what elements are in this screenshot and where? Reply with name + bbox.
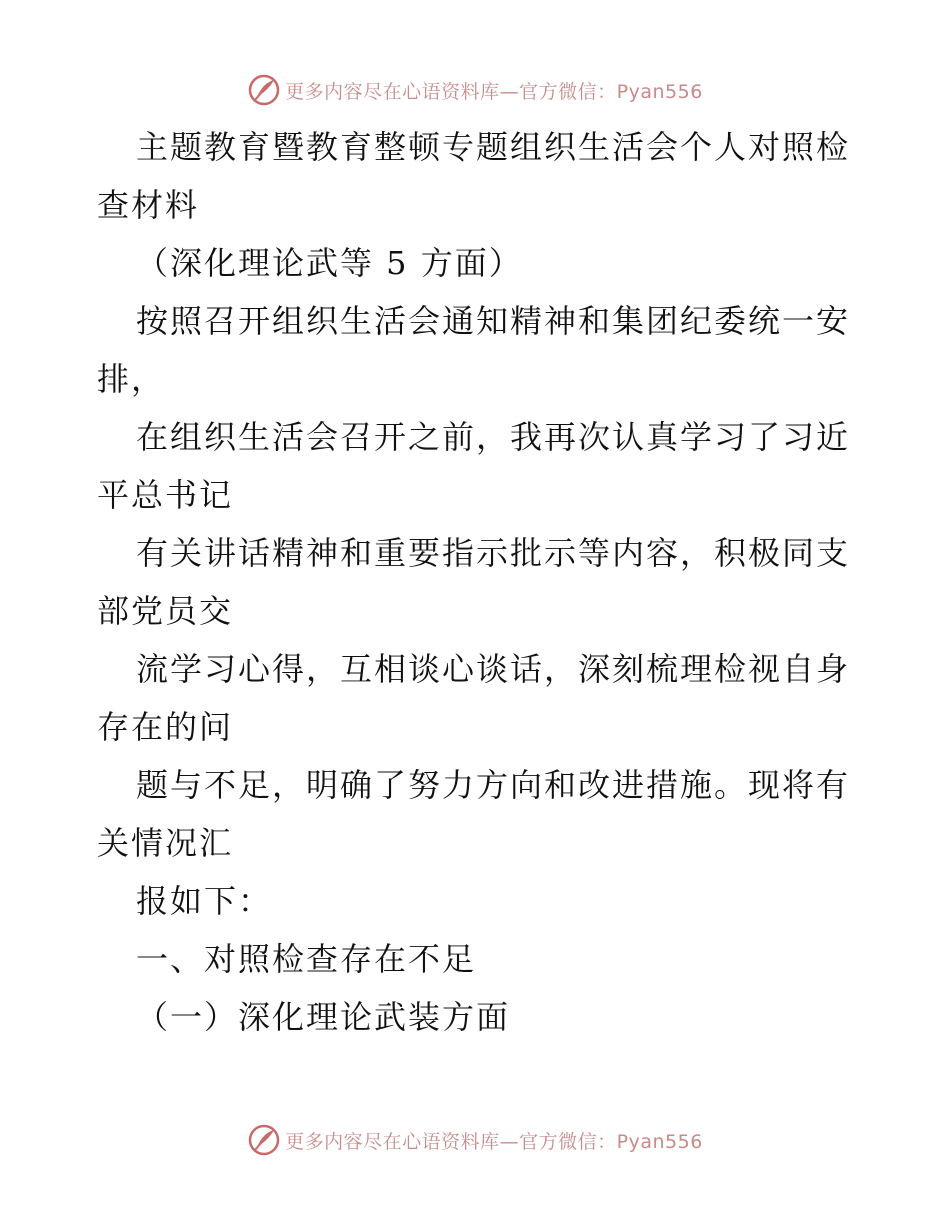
subtitle-line: （深化理论武等 5 方面）	[136, 244, 523, 282]
header-watermark	[0, 70, 950, 110]
paragraph-line: 有关讲话精神和重要指示批示等内容，积极同支	[136, 534, 851, 572]
paragraph-line: 存在的问	[97, 708, 234, 746]
paragraph-line: 按照召开组织生活会通知精神和集团纪委统一安	[136, 302, 851, 340]
title-line-1: 主题教育暨教育整顿专题组织生活会个人对照检	[136, 128, 851, 166]
paragraph-line: 关情况汇	[97, 824, 234, 862]
paragraph-line: 在组织生活会召开之前，我再次认真学习了习近	[136, 418, 851, 456]
document-body	[0, 118, 950, 1046]
paragraph-line: 题与不足，明确了努力方向和改进措施。现将有	[136, 766, 851, 804]
paragraph-line: 部党员交	[97, 592, 234, 630]
footer-watermark	[0, 1120, 950, 1160]
paragraph-line: 报如下：	[136, 882, 273, 920]
quill-logo-icon	[247, 1123, 281, 1157]
paragraph-line: 排，	[97, 360, 166, 398]
paragraph-line: 平总书记	[97, 476, 234, 514]
title-line-2: 查材料	[97, 186, 200, 224]
watermark-text: 更多内容尽在心语资料库—官方微信：Pyan556	[285, 1130, 703, 1153]
subsection-heading: （一）深化理论武装方面	[136, 998, 511, 1036]
watermark-text: 更多内容尽在心语资料库—官方微信：Pyan556	[285, 80, 703, 103]
paragraph-line: 流学习心得，互相谈心谈话，深刻梳理检视自身	[136, 650, 851, 688]
section-heading: 一、对照检查存在不足	[136, 940, 477, 978]
quill-logo-icon	[247, 73, 281, 107]
